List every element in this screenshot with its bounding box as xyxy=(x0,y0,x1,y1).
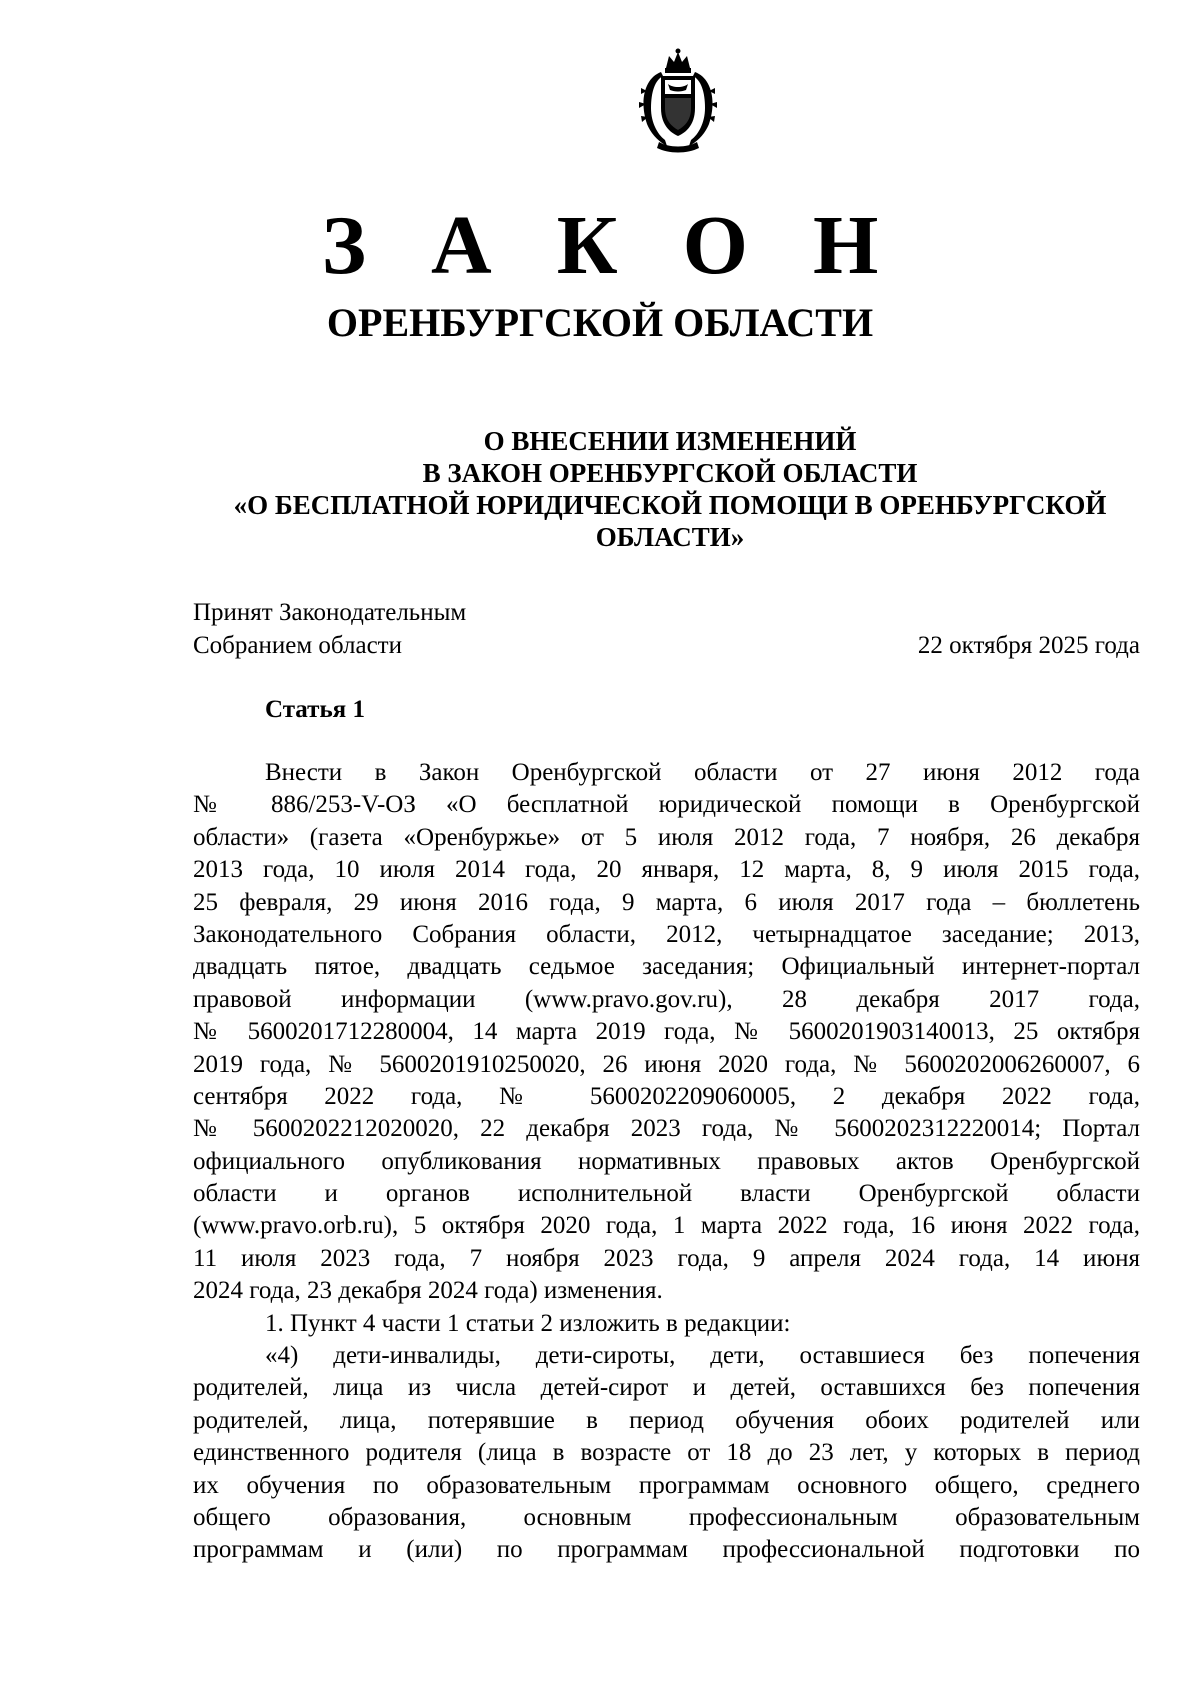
text-line: официального опубликования нормативных правовых актов Оренбургской xyxy=(193,1147,1140,1175)
adoption-line: Собранием области xyxy=(193,632,402,659)
law-title xyxy=(190,425,1150,553)
text-line: Законодательного Собрания области, 2012, четырнадцатое заседание; 2013, xyxy=(193,920,1140,948)
adoption-date: 22 октября 2025 года xyxy=(917,632,1140,659)
text-line: 11 июля 2023 года, 7 ноября 2023 года, 9 апреля 2024 года, 14 июня xyxy=(193,1244,1140,1272)
text-line: сентября 2022 года, № 5600202209060005, 2 декабря 2022 года, xyxy=(193,1082,1140,1110)
text-line: области и органов исполнительной власти Оренбургской области xyxy=(193,1180,1140,1208)
text-line: № 886/253-V-ОЗ «О бесплатной юридической помощи в Оренбургской xyxy=(193,791,1140,819)
text-line: Внести в Закон Оренбургской области от 27 июня 2012 года xyxy=(265,759,1140,786)
adoption-note xyxy=(193,596,466,662)
law-title-line: ОБЛАСТИ» xyxy=(595,522,745,552)
text-line: «4) дети-инвалиды, дети-сироты, дети, оставшиеся без попечения xyxy=(265,1342,1140,1370)
text-line: единственного родителя (лица в возрасте от 18 до 23 лет, у которых в период xyxy=(193,1439,1140,1467)
text-line: 2024 года, 23 декабря 2024 года) изменения. xyxy=(193,1277,663,1305)
text-line: двадцать пятое, двадцать седьмое заседания; Официальный интернет-портал xyxy=(193,953,1140,981)
document-subtitle: ОРЕНБУРГСКОЙ ОБЛАСТИ xyxy=(326,300,874,345)
document-title: З А К О Н xyxy=(321,199,901,292)
text-line: (www.pravo.orb.ru), 5 октября 2020 года, 1 марта 2022 года, 16 июня 2022 года, xyxy=(193,1212,1140,1240)
text-line: родителей, лица, потерявшие в период обучения обоих родителей или xyxy=(193,1406,1140,1434)
law-title-line: «О БЕСПЛАТНОЙ ЮРИДИЧЕСКОЙ ПОМОЩИ В ОРЕНБУРГСКОЙ xyxy=(233,490,1107,520)
coat-of-arms-icon xyxy=(631,48,725,154)
article-heading: Статья 1 xyxy=(265,696,365,723)
text-line: области» (газета «Оренбуржье» от 5 июля 2012 года, 7 ноября, 26 декабря xyxy=(193,823,1140,851)
text-line: общего образования, основным профессиональным образовательным xyxy=(193,1503,1140,1531)
text-line: № 5600201712280004, 14 марта 2019 года, № 5600201903140013, 25 октября xyxy=(193,1018,1140,1046)
adoption-line: Принят Законодательным xyxy=(193,599,467,626)
text-line: их обучения по образовательным программам основного общего, среднего xyxy=(193,1471,1140,1499)
law-title-line: О ВНЕСЕНИИ ИЗМЕНЕНИЙ xyxy=(483,426,857,456)
text-line: 1. Пункт 4 части 1 статьи 2 изложить в редакции: xyxy=(265,1309,791,1337)
text-line: 2019 года, № 5600201910250020, 26 июня 2020 года, № 5600202006260007, 6 xyxy=(193,1050,1140,1078)
text-line: № 5600202212020020, 22 декабря 2023 года, № 5600202312220014; Портал xyxy=(193,1115,1140,1143)
text-line: 2013 года, 10 июля 2014 года, 20 января, 12 марта, 8, 9 июля 2015 года, xyxy=(193,856,1140,884)
text-line: программам и (или) по программам профессиональной подготовки по xyxy=(193,1536,1140,1564)
article-body xyxy=(193,757,1140,1567)
text-line: 25 февраля, 29 июня 2016 года, 9 марта, 6 июля 2017 года – бюллетень xyxy=(193,888,1140,916)
text-line: правовой информации (www.pravo.gov.ru), 28 декабря 2017 года, xyxy=(193,985,1140,1013)
law-title-line: В ЗАКОН ОРЕНБУРГСКОЙ ОБЛАСТИ xyxy=(422,458,918,488)
text-line: родителей, лица из числа детей-сирот и детей, оставшихся без попечения xyxy=(193,1374,1140,1402)
